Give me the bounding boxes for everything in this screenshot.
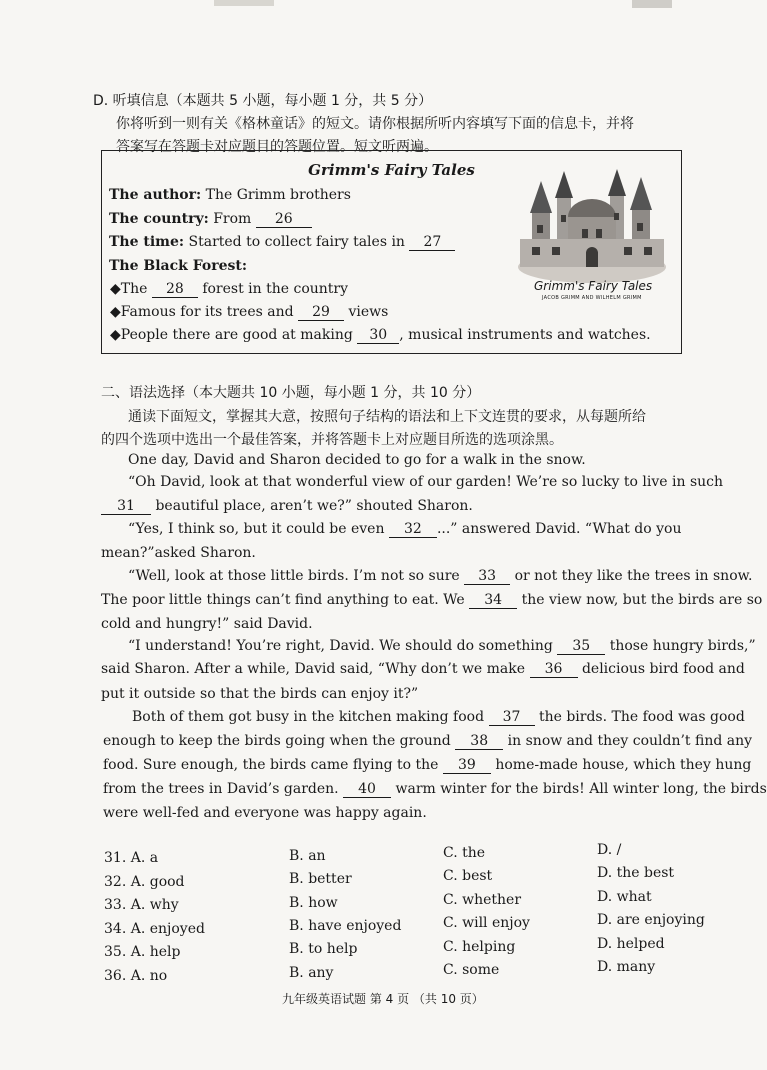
option-34-b: B. have enjoyed xyxy=(289,918,402,934)
passage-p6-line-4 xyxy=(103,781,767,798)
passage-p4-line-2 xyxy=(101,592,762,609)
card-forest-line-3 xyxy=(110,327,651,344)
line1-text: The xyxy=(120,281,152,297)
option-33-b: B. how xyxy=(289,895,338,911)
option-32-a: 32. A. good xyxy=(104,874,185,890)
blank-39: 39 xyxy=(443,758,491,774)
passage-p1: One day, David and Sharon decided to go for a walk in the snow. xyxy=(128,452,586,468)
blank-37: 37 xyxy=(489,710,535,726)
option-34-c: C. will enjoy xyxy=(443,915,530,931)
option-33-c: C. whether xyxy=(443,892,522,908)
passage-p3-c: mean?”asked Sharon. xyxy=(101,545,256,561)
option-33-d: D. what xyxy=(597,889,652,905)
blank-26: 26 xyxy=(256,212,312,228)
passage-p2-b-line xyxy=(101,498,473,515)
passage-p6-a: Both of them got busy in the kitchen making food xyxy=(132,709,489,725)
card-forest-line-1 xyxy=(110,281,348,298)
card-country-label: The country: xyxy=(109,211,209,227)
card-title: Grimm's Fairy Tales xyxy=(308,161,475,179)
option-34-d: D. are enjoying xyxy=(597,912,705,928)
illustration-caption: Grimm's Fairy Tales xyxy=(534,279,653,293)
scan-mark-top-right xyxy=(632,0,672,8)
option-34-a: 34. A. enjoyed xyxy=(104,921,205,937)
passage-p6-line-2 xyxy=(103,733,752,750)
page-footer: 九年级英语试题 第 4 页 （共 10 页） xyxy=(282,992,484,1006)
blank-27: 27 xyxy=(409,235,455,251)
passage-p3-b: ...” answered David. “What do you xyxy=(436,521,682,537)
passage-p3-line xyxy=(128,521,682,538)
option-33-a: 33. A. why xyxy=(104,897,179,913)
line3-text: People there are good at making xyxy=(120,327,358,343)
blank-36: 36 xyxy=(530,662,578,678)
option-36-a: 36. A. no xyxy=(104,968,168,984)
passage-p5-line-2 xyxy=(101,661,745,678)
bullet-icon: ◆ xyxy=(110,304,121,320)
blank-40: 40 xyxy=(343,782,391,798)
passage-p5-b: those hungry birds,” xyxy=(605,638,756,654)
passage-p5-c: said Sharon. After a while, David said, “Why don’t we make xyxy=(101,661,530,677)
section-2-instruction-2: 的四个选项中选出一个最佳答案，并将答题卡上对应题目所选的选项涂黑。 xyxy=(101,432,563,448)
passage-p4-b: or not they like the trees in snow. xyxy=(510,568,753,584)
section-2-instruction-1: 通读下面短文，掌握其大意，按照句子结构的语法和上下文连贯的要求，从每题所给 xyxy=(128,409,646,425)
option-36-d: D. many xyxy=(597,959,656,975)
blank-33: 33 xyxy=(464,569,510,585)
passage-p6-d: in snow and they couldn’t find any xyxy=(503,733,753,749)
bullet-icon: ◆ xyxy=(110,281,121,297)
card-country-text: From xyxy=(208,211,256,227)
card-time-label: The time: xyxy=(109,234,185,250)
passage-p4-a: “Well, look at those little birds. I’m not so sure xyxy=(128,568,465,584)
section-d-heading: D. 听填信息（本题共 5 小题，每小题 1 分，共 5 分） xyxy=(93,93,433,109)
blank-34: 34 xyxy=(469,593,517,609)
passage-p2-a: “Oh David, look at that wonderful view of our garden! We’re so lucky to live in such xyxy=(128,474,724,490)
card-author-label: The author: xyxy=(109,187,202,203)
option-36-b: B. any xyxy=(289,965,334,981)
option-35-c: C. helping xyxy=(443,939,516,955)
blank-32: 32 xyxy=(389,522,437,538)
blank-28: 28 xyxy=(152,282,198,298)
passage-p6-i: were well-fed and everyone was happy again. xyxy=(103,805,427,821)
passage-p4-d: the view now, but the birds are so xyxy=(517,592,763,608)
passage-p6-b: the birds. The food was good xyxy=(534,709,745,725)
passage-p6-line-1 xyxy=(132,709,745,726)
line3-tail: , musical instruments and watches. xyxy=(399,327,651,343)
passage-p4-e: cold and hungry!” said David. xyxy=(101,616,313,632)
option-36-c: C. some xyxy=(443,962,500,978)
option-35-b: B. to help xyxy=(289,941,358,957)
card-time-line xyxy=(109,234,455,251)
card-time-text: Started to collect fairy tales in xyxy=(184,234,410,250)
line2-tail: views xyxy=(344,304,389,320)
card-forest-label: The Black Forest: xyxy=(109,258,248,274)
card-author-line xyxy=(109,187,351,203)
passage-p6-h: warm winter for the birds! All winter long, the birds xyxy=(391,781,767,797)
option-32-b: B. better xyxy=(289,871,352,887)
card-country-line xyxy=(109,211,312,228)
line1-tail: forest in the country xyxy=(197,281,349,297)
illustration-subcaption: JACOB GRIMM AND WILHELM GRIMM xyxy=(542,295,642,301)
section-d-instruction-2: 答案写在答题卡对应题目的答题位置。短文听两遍。 xyxy=(116,139,438,155)
option-31-a: 31. A. a xyxy=(104,850,159,866)
card-forest-line-2 xyxy=(110,304,388,321)
passage-p4-line-1 xyxy=(128,568,752,585)
passage-p6-line-3 xyxy=(103,757,751,774)
passage-p4-c: The poor little things can’t find anything to eat. We xyxy=(101,592,470,608)
blank-38: 38 xyxy=(455,734,503,750)
passage-p5-line-1 xyxy=(128,638,756,655)
info-card xyxy=(101,150,682,354)
line2-text: Famous for its trees and xyxy=(120,304,299,320)
passage-p5-d: delicious bird food and xyxy=(577,661,745,677)
option-31-d: D. / xyxy=(597,842,622,858)
section-d-instruction-1: 你将听到一则有关《格林童话》的短文。请你根据所听内容填写下面的信息卡，并将 xyxy=(116,116,634,132)
option-31-b: B. an xyxy=(289,848,326,864)
passage-p5-a: “I understand! You’re right, David. We should do something xyxy=(128,638,558,654)
passage-p3-a: “Yes, I think so, but it could be even xyxy=(128,521,389,537)
scan-mark-top-left xyxy=(214,0,274,6)
section-2-heading: 二、语法选择（本大题共 10 小题，每小题 1 分，共 10 分） xyxy=(101,385,481,401)
passage-p6-e: food. Sure enough, the birds came flying to the xyxy=(103,757,443,773)
passage-p2-b: beautiful place, aren’t we?” shouted Sharon. xyxy=(151,498,473,514)
option-35-a: 35. A. help xyxy=(104,944,181,960)
passage-p5-e: put it outside so that the birds can enjoy it?” xyxy=(101,686,419,702)
blank-30: 30 xyxy=(357,328,399,344)
castle-illustration-icon xyxy=(512,167,672,297)
option-32-c: C. best xyxy=(443,868,493,884)
passage-p6-f: home-made house, which they hung xyxy=(490,757,752,773)
bullet-icon: ◆ xyxy=(110,327,121,343)
passage-p6-c: enough to keep the birds going when the ground xyxy=(103,733,456,749)
blank-35: 35 xyxy=(557,639,605,655)
blank-31: 31 xyxy=(101,499,151,515)
card-author-value: The Grimm brothers xyxy=(201,187,351,203)
option-32-d: D. the best xyxy=(597,865,675,881)
option-35-d: D. helped xyxy=(597,936,665,952)
blank-29: 29 xyxy=(298,305,344,321)
passage-p6-g: from the trees in David’s garden. xyxy=(103,781,344,797)
option-31-c: C. the xyxy=(443,845,486,861)
